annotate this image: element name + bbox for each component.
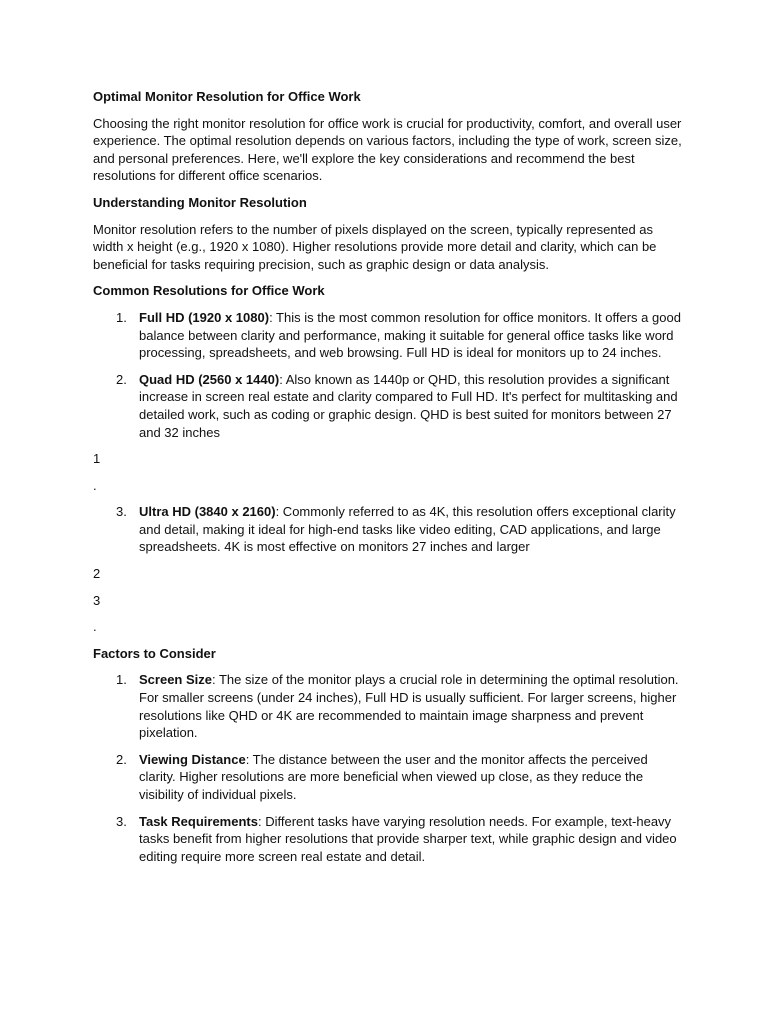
- section-heading-factors: Factors to Consider: [93, 645, 216, 661]
- list-number: 3.: [116, 504, 127, 520]
- resolutions-list: [93, 309, 683, 441]
- list-number: 1.: [116, 309, 127, 325]
- list-number: 1.: [116, 672, 127, 688]
- list-item-text: : Also known as 1440p or QHD, this resolution provides a significant increase in screen real estate and clarity compared to Full HD. It's perfect for multitasking and detailed work, such as coding or graphic design. QHD is best suited for monitors between 27 and 32 inches: [139, 371, 678, 440]
- section-heading-common-resolutions: Common Resolutions for Office Work: [93, 283, 325, 299]
- list-item-text: : Different tasks have varying resolution needs. For example, text-heavy tasks benefit from higher resolutions that provide sharper text, while graphic design and video editing require more screen real estate and detail.: [139, 813, 677, 864]
- list-item-text: : Commonly referred to as 4K, this resolution offers exceptional clarity and detail, making it ideal for high-end tasks like video editing, CAD applications, and large spreadsheets. 4K is most effective on monitors 27 inches and larger: [139, 504, 676, 555]
- list-item: [93, 751, 683, 804]
- section-heading-understanding: Understanding Monitor Resolution: [93, 194, 307, 210]
- list-item-term: Quad HD (2560 x 1440): [139, 371, 280, 387]
- intro-paragraph: Choosing the right monitor resolution for office work is crucial for productivity, comfort, and overall user experience. The optimal resolution depends on various factors, including the type of work, screen size, and personal preferences. Here, we'll explore the key considerations and recommend the best resolutions for different office scenarios.: [93, 115, 682, 184]
- list-item: [93, 371, 683, 441]
- list-item: [93, 309, 683, 362]
- stray-footnote-marker: 1: [93, 451, 101, 467]
- list-item-text: : The size of the monitor plays a crucial role in determining the optimal resolution. For smaller screens (under 24 inches), Full HD is usually sufficient. For larger screens, higher resolutions like QHD or 4K are recommended to maintain image sharpness and prevent pixelation.: [139, 672, 679, 741]
- list-item-term: Task Requirements: [139, 813, 258, 829]
- list-item-text: : The distance between the user and the monitor affects the perceived clarity. Higher resolutions are more beneficial when viewed up close, as they reduce the visibility of individual pixels.: [139, 751, 648, 802]
- list-item-term: Full HD (1920 x 1080): [139, 309, 270, 325]
- list-item: [93, 671, 683, 741]
- list-item-text: : This is the most common resolution for office monitors. It offers a good balance between clarity and performance, making it suitable for general office tasks like word processing, spreadsheets, and web browsing. Full HD is ideal for monitors up to 24 inches.: [139, 309, 681, 361]
- factors-list: [93, 671, 683, 865]
- stray-footnote-marker: 2: [93, 566, 101, 582]
- resolutions-list-continued: [93, 503, 683, 556]
- stray-footnote-marker: 3: [93, 592, 101, 608]
- understanding-paragraph: Monitor resolution refers to the number of pixels displayed on the screen, typically represented as width x height (e.g., 1920 x 1080). Higher resolutions provide more detail and clarity, which can be beneficial for tasks requiring precision, such as graphic design or data analysis.: [93, 221, 657, 272]
- list-number: 2.: [116, 751, 127, 767]
- list-item-term: Ultra HD (3840 x 2160): [139, 504, 276, 520]
- list-item: [93, 813, 683, 866]
- stray-footnote-marker: .: [93, 619, 97, 635]
- document-page: [93, 88, 683, 874]
- document-title: Optimal Monitor Resolution for Office Work: [93, 89, 361, 104]
- list-item: [93, 503, 683, 556]
- list-number: 3.: [116, 813, 127, 829]
- list-item-term: Screen Size: [139, 672, 212, 688]
- stray-footnote-marker: .: [93, 477, 97, 493]
- list-item-term: Viewing Distance: [139, 751, 246, 767]
- list-number: 2.: [116, 371, 127, 387]
